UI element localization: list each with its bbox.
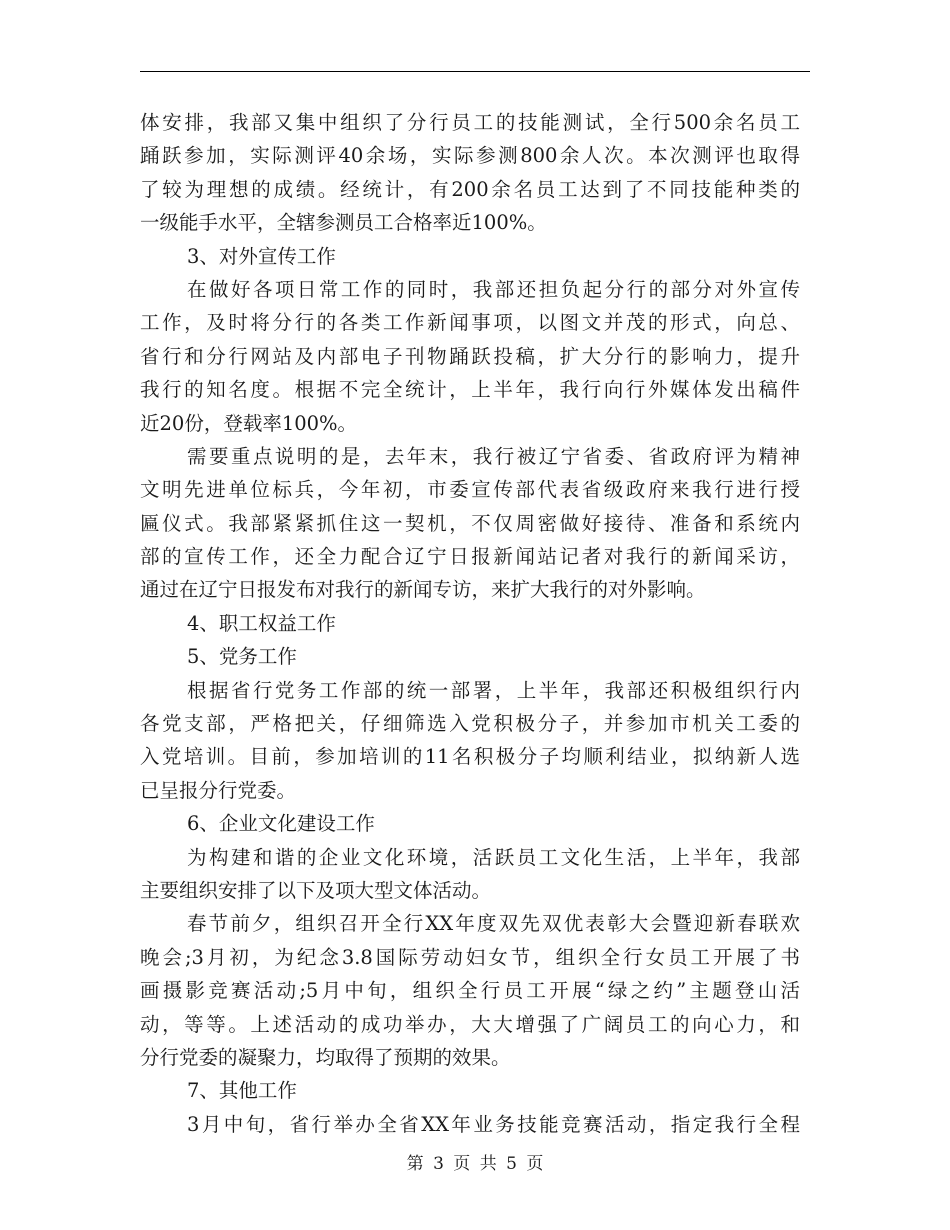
text-line: 在做好各项日常工作的同时，我部还担负起分行的部分对外宣传 (187, 277, 800, 301)
text-line: 匾仪式。我部紧紧抓住这一契机，不仅周密做好接待、准备和系统内 (140, 511, 800, 535)
text-line: 了较为理想的成绩。经统计，有200余名员工达到了不同技能种类的 (140, 177, 800, 201)
text-line: 文明先进单位标兵，今年初，市委宣传部代表省级政府来我行进行授 (140, 478, 800, 502)
text-line: 为构建和谐的企业文化环境，活跃员工文化生活，上半年，我部 (187, 845, 800, 869)
text-line: 晚会;3月初，为纪念3.8国际劳动妇女节，组织全行女员工开展了书 (140, 945, 800, 969)
section-heading: 7、其他工作 (187, 1079, 297, 1103)
text-line: 省行和分行网站及内部电子刊物踊跃投稿，扩大分行的影响力，提升 (140, 344, 800, 368)
text-line: 根据省行党务工作部的统一部署，上半年，我部还积极组织行内 (187, 678, 800, 702)
text-line: 体安排，我部又集中组织了分行员工的技能测试，全行500余名员工 (140, 111, 800, 134)
text-line: 入党培训。目前，参加培训的11名积极分子均顺利结业，拟纳新人选 (140, 745, 800, 769)
text-line: 近20份，登载率100%。 (140, 411, 358, 435)
text-line: 各党支部，严格把关，仔细筛选入党积极分子，并参加市机关工委的 (140, 712, 800, 736)
text-line: 已呈报分行党委。 (140, 778, 297, 802)
text-line: 动，等等。上述活动的成功举办，大大增强了广阔员工的向心力，和 (140, 1012, 800, 1036)
section-heading: 3、对外宣传工作 (187, 244, 336, 268)
section-heading: 5、党务工作 (187, 645, 297, 669)
text-line: 我行的知名度。根据不完全统计，上半年，我行向行外媒体发出稿件 (140, 378, 800, 402)
text-line: 画摄影竞赛活动;5月中旬，组织全行员工开展“绿之约”主题登山活 (140, 979, 800, 1003)
text-line: 分行党委的凝聚力，均取得了预期的效果。 (140, 1045, 511, 1069)
header-rule (140, 71, 810, 72)
text-line: 部的宣传工作，还全力配合辽宁日报新闻站记者对我行的新闻采访， (140, 545, 800, 569)
text-line: 通过在辽宁日报发布对我行的新闻专访，来扩大我行的对外影响。 (140, 578, 706, 602)
text-line: 踊跃参加，实际测评40余场，实际参测800余人次。本次测评也取得 (140, 144, 800, 168)
page-number: 第 3 页 共 5 页 (406, 1154, 544, 1174)
document-body (140, 106, 800, 1141)
text-line: 一级能手水平，全辖参测员工合格率近100%。 (140, 211, 547, 235)
text-line: 3月中旬，省行举办全省XX年业务技能竞赛活动，指定我行全程 (187, 1112, 800, 1136)
text-line: 春节前夕，组织召开全行XX年度双先双优表彰大会暨迎新春联欢 (187, 912, 800, 936)
section-heading: 4、职工权益工作 (187, 611, 336, 635)
text-line: 工作，及时将分行的各类工作新闻事项，以图文并茂的形式，向总、 (140, 311, 800, 335)
section-heading: 6、企业文化建设工作 (187, 812, 375, 836)
text-line: 主要组织安排了以下及项大型文体活动。 (140, 878, 492, 902)
text-line: 需要重点说明的是，去年末，我行被辽宁省委、省政府评为精神 (187, 444, 800, 468)
